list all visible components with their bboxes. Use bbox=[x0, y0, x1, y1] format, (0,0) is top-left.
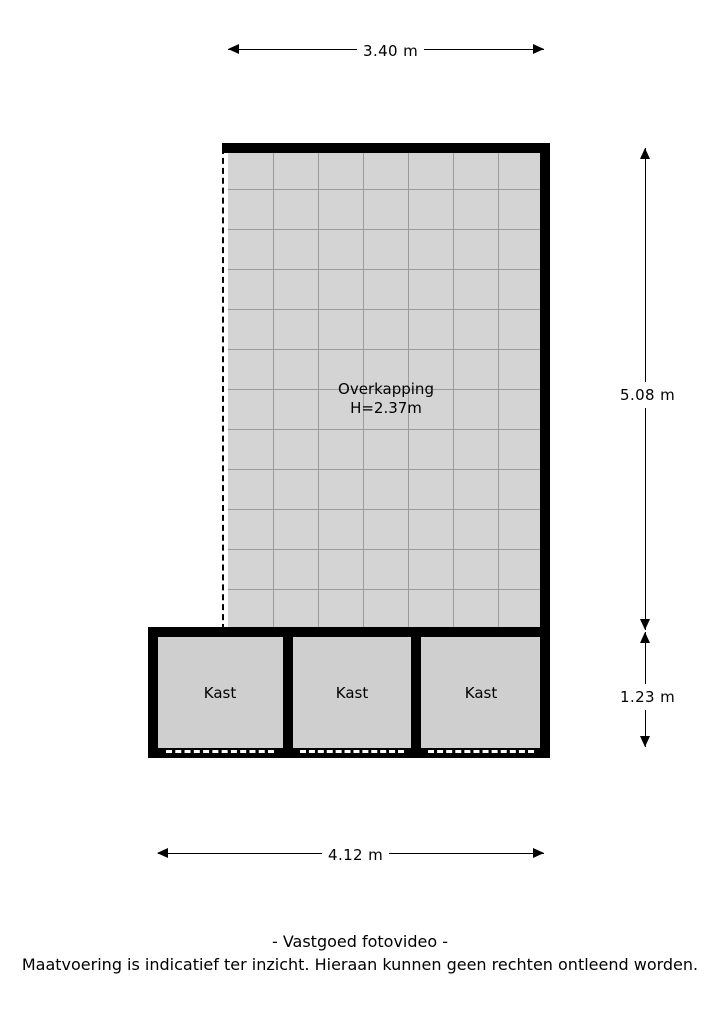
kast-2-opening bbox=[300, 750, 404, 753]
top-dimension-label: 3.40 m bbox=[357, 42, 424, 60]
right-upper-arrow-top bbox=[640, 148, 650, 159]
right-upper-arrow-bottom bbox=[640, 619, 650, 630]
footer-credit-wrap bbox=[0, 932, 720, 951]
overkapping-name: Overkapping bbox=[338, 380, 434, 398]
overkapping-height: H=2.37m bbox=[350, 399, 422, 417]
bottom-dimension-arrow-left bbox=[157, 848, 168, 858]
open-side-left-dashed bbox=[222, 148, 224, 630]
room-label-kast-3: Kast bbox=[464, 684, 498, 702]
kast-3-opening bbox=[428, 750, 534, 753]
wall-left-lower bbox=[148, 627, 158, 758]
top-dimension-arrow-right bbox=[533, 44, 544, 54]
top-dimension-arrow-left bbox=[228, 44, 239, 54]
footer-disclaimer: Maatvoering is indicatief ter inzicht. Hieraan kunnen geen rechten ontleend worden. bbox=[21, 955, 699, 974]
right-upper-dimension-label: 5.08 m bbox=[620, 382, 675, 408]
footer-disclaimer-wrap bbox=[0, 955, 720, 974]
footer-credit: - Vastgoed fotovideo - bbox=[271, 932, 449, 951]
wall-divider-2 bbox=[411, 627, 421, 758]
wall-right-upper bbox=[540, 143, 550, 635]
bottom-dimension-arrow-right bbox=[533, 848, 544, 858]
right-lower-dimension-label: 1.23 m bbox=[620, 684, 675, 710]
room-label-kast-2: Kast bbox=[335, 684, 369, 702]
wall-lower-top bbox=[148, 627, 550, 637]
wall-right-lower bbox=[540, 627, 550, 758]
kast-1-opening bbox=[166, 750, 274, 753]
room-label-kast-1: Kast bbox=[203, 684, 237, 702]
right-lower-arrow-bottom bbox=[640, 736, 650, 747]
bottom-dimension-label: 4.12 m bbox=[322, 846, 389, 864]
room-label-overkapping bbox=[286, 380, 486, 418]
wall-top bbox=[222, 143, 550, 153]
right-lower-arrow-top bbox=[640, 632, 650, 643]
